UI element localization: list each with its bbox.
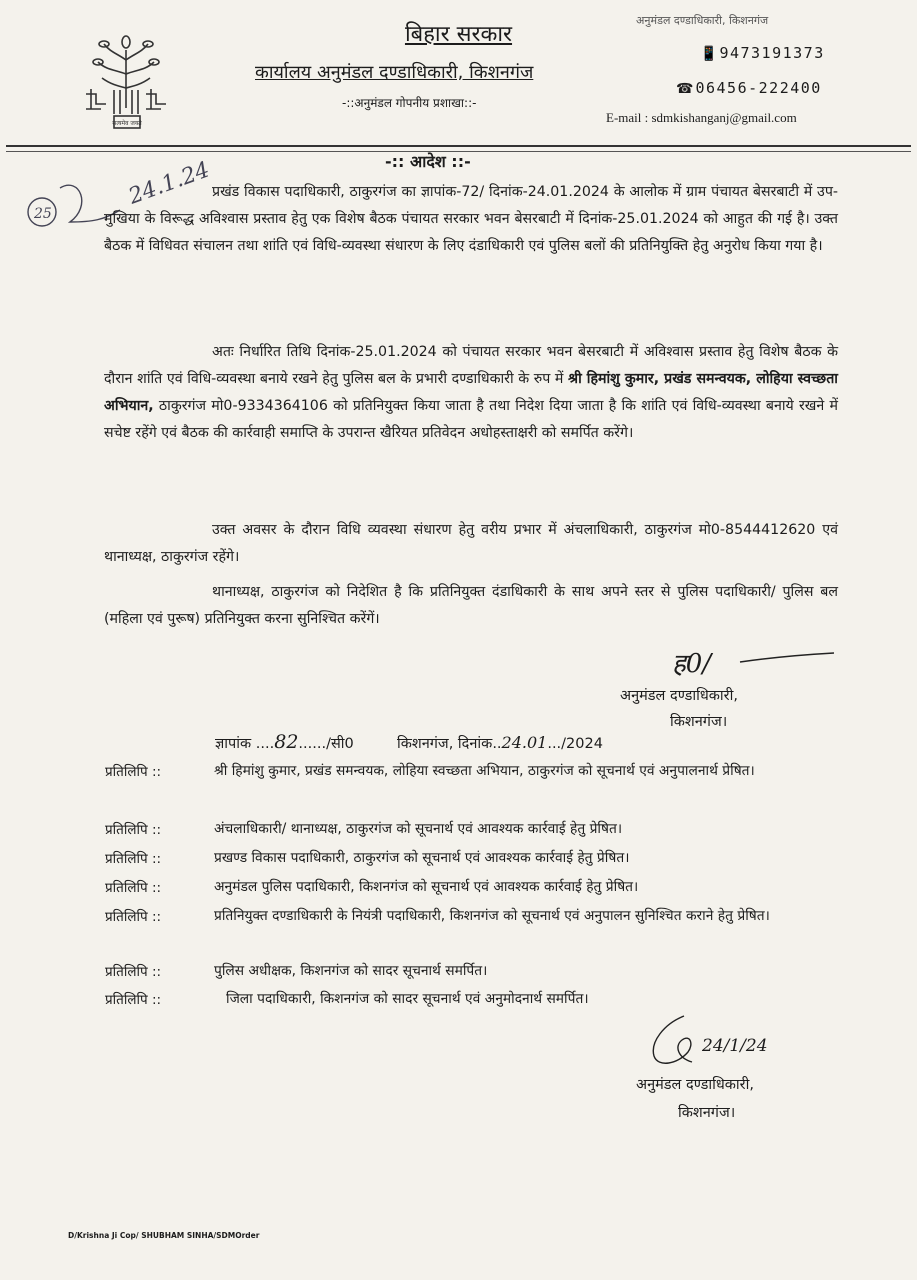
order-paragraph-3 bbox=[104, 517, 838, 571]
order-heading: -:: आदेश ::- bbox=[385, 152, 471, 171]
memo-line: ज्ञापांक ....82....../सी0 किशनगंज, दिनांक..24.01.../2024 bbox=[215, 731, 603, 753]
copy-text-6: पुलिस अधीक्षक, किशनगंज को सादर सूचनार्थ समर्पित। bbox=[214, 963, 488, 979]
copy-text-5: प्रतिनियुक्त दण्डाधिकारी के नियंत्री पदाधिकारी, किशनगंज को सूचनार्थ एवं अनुपालन सुनिश्चित कराने हेतु प्रेषित। bbox=[214, 908, 770, 924]
memo-suffix: /सी0 bbox=[326, 736, 354, 752]
order-paragraph-2-text-a: अतः निर्धारित तिथि दिनांक-25.01.2024 को पंचायत सरकार भवन बेसरबाटी में अविश्वास प्रस्ताव हेतु विशेष बैठक के दौरान शांति एवं विधि-व्यवस्था बनाये रखने हेतु पुलिस बल के प्रभारी दण्डाधिकारी के रुप में bbox=[104, 344, 838, 387]
memo-year: /2024 bbox=[561, 736, 603, 752]
mobile-phone-icon: 📱 bbox=[700, 46, 718, 62]
mobile-number: 9473191373 bbox=[719, 44, 825, 62]
copy-text-2: अंचलाधिकारी/ थानाध्यक्ष, ठाकुरगंज को सूचनार्थ एवं आवश्यक कार्रवाई हेतु प्रेषित। bbox=[214, 821, 623, 837]
mobile-contact bbox=[700, 44, 825, 62]
copy-label-5: प्रतिलिपि :: bbox=[105, 909, 162, 925]
signature-place: किशनगंज। bbox=[670, 714, 728, 730]
order-paragraph-2 bbox=[104, 339, 838, 447]
order-paragraph-2-text-b: ठाकुरगंज मो0-9334364106 को प्रतिनियुक्त किया जाता है तथा निदेश दिया जाता है कि शांति एवं विधि-व्यवस्था बनाये रखने में सचेष्ट रहेंगे एवं बैठक की कार्रवाही समाप्ति के उपरान्त खैरियत प्रतिवेदन अधोहस्ताक्षरी को समर्पित करेंगे। bbox=[104, 398, 838, 441]
copy-text-3: प्रखण्ड विकास पदाधिकारी, ठाकुरगंज को सूचनार्थ एवं आवश्यक कार्रवाई हेतु प्रेषित। bbox=[214, 850, 630, 866]
order-paragraph-1 bbox=[104, 179, 838, 260]
signature-2-date: 24/1/24 bbox=[702, 1036, 768, 1056]
signature-stroke bbox=[738, 650, 838, 666]
copy-label-2: प्रतिलिपि :: bbox=[105, 822, 162, 838]
copy-text-7: जिला पदाधिकारी, किशनगंज को सादर सूचनार्थ एवं अनुमोदनार्थ समर्पित। bbox=[226, 991, 589, 1007]
page-title: बिहार सरकार bbox=[404, 22, 513, 47]
memo-number: 82 bbox=[274, 731, 299, 753]
memo-place-date: किशनगंज, दिनांक bbox=[396, 736, 493, 752]
copy-label-3: प्रतिलिपि :: bbox=[105, 851, 162, 867]
email-address: E-mail : sdmkishanganj@gmail.com bbox=[606, 110, 797, 125]
copy-text-1: श्री हिमांशु कुमार, प्रखंड समन्वयक, लोहिया स्वच्छता अभियान, ठाकुरगंज को सूचनार्थ एवं अनुपालनार्थ प्रेषित। bbox=[214, 763, 755, 779]
signature-2-place: किशनगंज। bbox=[678, 1105, 736, 1121]
emblem-text: सत्यमेव जयते bbox=[112, 120, 142, 127]
annotation-date: 24.1.24 bbox=[125, 157, 213, 210]
telephone-icon: ☎ bbox=[676, 81, 694, 97]
copy-label-1: प्रतिलिपि :: bbox=[105, 764, 162, 780]
copy-label-7: प्रतिलिपि :: bbox=[105, 992, 162, 1008]
phone-contact bbox=[676, 79, 822, 97]
order-paragraph-4 bbox=[104, 579, 838, 633]
header-top-right: अनुमंडल दण्डाधिकारी, किशनगंज bbox=[636, 14, 769, 27]
signature-scribble: ह0/ bbox=[672, 649, 712, 679]
order-paragraph-4-text: थानाध्यक्ष, ठाकुरगंज को निदेशित है कि प्रतिनियुक्त दंडाधिकारी के साथ अपने स्तर से पुलिस पदाधिकारी/ पुलिस बल (महिला एवं पुरूष) प्रतिनियुक्त करना सुनिश्चित करेंगें। bbox=[104, 584, 838, 627]
order-paragraph-1-text: प्रखंड विकास पदाधिकारी, ठाकुरगंज का ज्ञापांक-72/ दिनांक-24.01.2024 के आलोक में ग्राम पंचायत बेसरबाटी में उप-मुखिया के विरूद्ध अविश्वास प्रस्ताव हेतु एक विशेष बैठक पंचायत सरकार भवन बेसरबाटी में दिनांक-25.01.2024 को आहुत की गई है। उक्त बैठक में विधिवत संचालन तथा शांति एवं विधि-व्यवस्था संधारण के लिए दंडाधिकारी एवं पुलिस बलों की प्रतिनियुक्ति हेतु अनुरोध किया गया है। bbox=[104, 184, 838, 254]
office-name: कार्यालय अनुमंडल दण्डाधिकारी, किशनगंज bbox=[255, 62, 534, 83]
annotation-circle-number: 25 bbox=[34, 206, 52, 222]
section-name: -::अनुमंडल गोपनीय प्रशाखा::- bbox=[342, 96, 477, 110]
copy-label-4: प्रतिलिपि :: bbox=[105, 880, 162, 896]
header-divider bbox=[6, 145, 911, 147]
copy-label-6: प्रतिलिपि :: bbox=[105, 964, 162, 980]
signature-designation: अनुमंडल दण्डाधिकारी, bbox=[620, 688, 738, 704]
order-paragraph-3-text: उक्त अवसर के दौरान विधि व्यवस्था संधारण हेतु वरीय प्रभार में अंचलाधिकारी, ठाकुरगंज मो0-8544412620 एवं थानाध्यक्ष, ठाकुरगंज रहेंगे। bbox=[104, 522, 838, 565]
signature-2-designation: अनुमंडल दण्डाधिकारी, bbox=[636, 1077, 754, 1093]
memo-label: ज्ञापांक bbox=[215, 736, 252, 752]
footer-file-path: D/Krishna Ji Cop/ SHUBHAM SINHA/SDMOrder bbox=[68, 1231, 260, 1240]
phone-number: 06456-222400 bbox=[695, 79, 822, 97]
memo-day-month: 24.01 bbox=[501, 733, 548, 752]
copy-text-4: अनुमंडल पुलिस पदाधिकारी, किशनगंज को सूचनार्थ एवं आवश्यक कार्रवाई हेतु प्रेषित। bbox=[214, 879, 639, 895]
deputed-officer-name: श्री हिमांशु कुमार, प्रखंड समन्वयक, लोहिया स्वच्छता अभियान, bbox=[104, 371, 838, 414]
